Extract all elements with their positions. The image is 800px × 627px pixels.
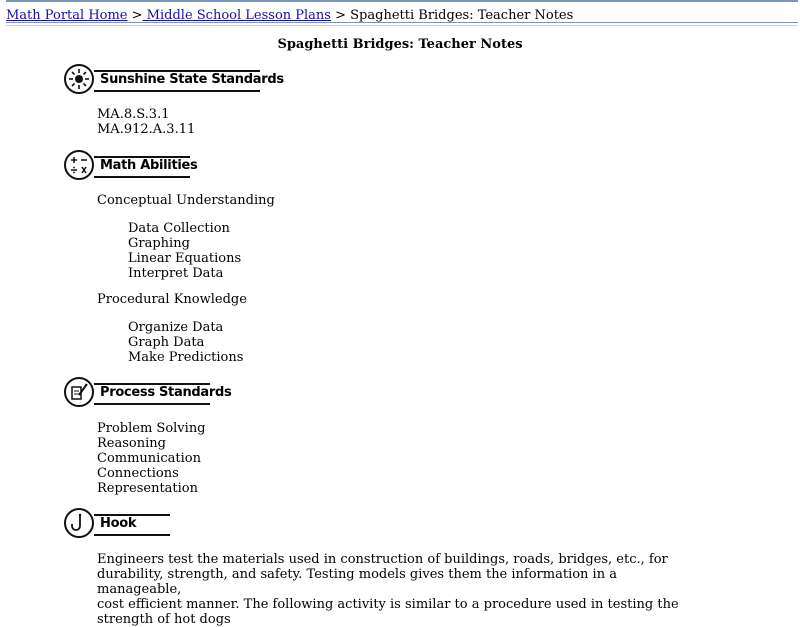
list-item: Interpret Data	[128, 266, 224, 281]
list-item: Data Collection	[128, 221, 230, 236]
paragraph-line: cost efficient manner. The following activity is similar to a procedure used in testing the	[97, 597, 679, 612]
procedural-list	[128, 320, 243, 365]
page-title: Spaghetti Bridges: Teacher Notes	[277, 37, 523, 52]
hook-paragraph	[97, 552, 697, 627]
breadcrumb-link-lessons[interactable]: Middle School Lesson Plans	[142, 8, 331, 23]
list-item: MA.8.S.3.1	[97, 107, 170, 122]
section-title: Sunshine State Standards	[100, 72, 284, 87]
list-item: Linear Equations	[128, 251, 242, 266]
list-item: Make Predictions	[128, 350, 244, 365]
sun-icon	[64, 64, 94, 94]
notepad-pencil-icon	[64, 377, 94, 407]
process-list	[97, 421, 206, 496]
list-item: Organize Data	[128, 320, 224, 335]
paragraph-line: durability, strength, and safety. Testing models gives them the information in a manageable,	[97, 567, 617, 597]
list-item: Graph Data	[128, 335, 205, 350]
list-item: Representation	[97, 481, 199, 496]
list-item: Connections	[97, 466, 179, 481]
section-title: Hook	[100, 516, 137, 531]
subheading: Conceptual Understanding	[97, 193, 275, 208]
section-title: Process Standards	[100, 385, 232, 400]
list-item: MA.912.A.3.11	[97, 122, 196, 137]
section-heading-process	[64, 377, 264, 411]
list-item: Graphing	[128, 236, 190, 251]
breadcrumb-separator: >	[127, 8, 143, 23]
breadcrumb-link-home[interactable]: Math Portal Home	[6, 8, 128, 23]
paragraph-line: strength of hot dogs	[97, 612, 231, 627]
header-divider	[6, 25, 798, 26]
hook-icon	[64, 508, 94, 538]
breadcrumb-current: Spaghetti Bridges: Teacher Notes	[350, 8, 574, 23]
subheading: Procedural Knowledge	[97, 292, 247, 307]
breadcrumb-separator: >	[330, 8, 351, 23]
list-item: Communication	[97, 451, 201, 466]
section-heading-standards	[64, 64, 284, 98]
section-title: Math Abilities	[100, 158, 198, 173]
section-heading-abilities	[64, 150, 264, 184]
section-heading-hook	[64, 508, 264, 542]
header-divider	[6, 22, 798, 23]
breadcrumb	[6, 0, 798, 22]
paragraph-line: Engineers test the materials used in construction of buildings, roads, bridges, etc., for	[97, 552, 668, 567]
math-operators-icon	[64, 150, 94, 180]
list-item: Reasoning	[97, 436, 166, 451]
conceptual-list	[128, 221, 241, 281]
list-item: Problem Solving	[97, 421, 206, 436]
standards-list	[97, 107, 195, 137]
